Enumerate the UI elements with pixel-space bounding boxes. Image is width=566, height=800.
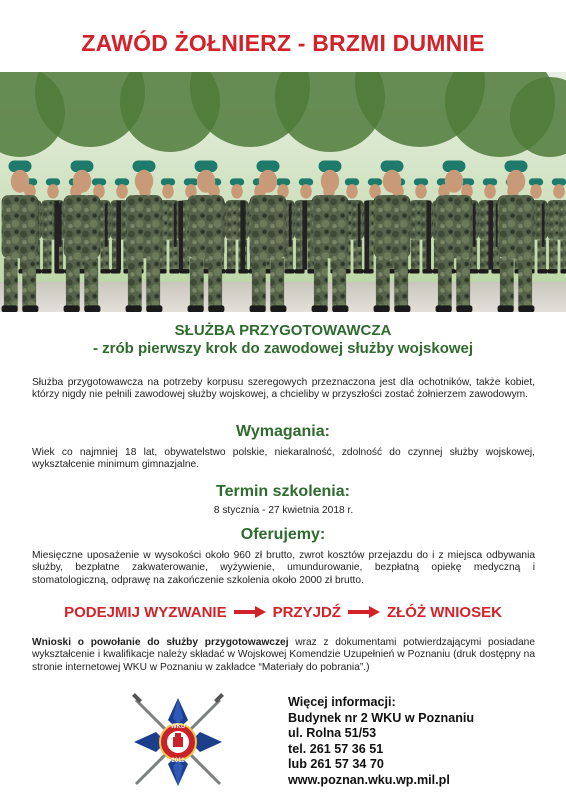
intro-paragraph: Służba przygotowawcza na potrzeby korpusu szeregowych przeznaczona jest dla ochotników, także kobiet, którzy nigdy nie pełnili zawodowej służby wojskowej, a chcieliby w przyszłości zostać żołnierzem zawodowym. [32,377,535,401]
cta-step-come: PRZYJDŹ [272,603,341,621]
contact-building: Budynek nr 2 WKU w Poznaniu [288,710,475,725]
training-heading: Termin szkolenia: [216,483,350,500]
wku-emblem-logo [126,690,230,794]
soldiers-illustration [0,72,566,312]
offer-text: Miesięczne uposażenie w wysokości około 960 zł brutto, zwrot kosztów przejazdu do i z miejsca odbywania służby, bezpłatne zakwaterowanie, wyżywienie, umundurowanie, bezpłatną opiekę medyczną i stomatologiczną, odprawę na zakończenie szkolenia około 2000 zł brutto. [32,550,535,586]
soldiers-photo [0,72,566,312]
application-paragraph [32,637,535,674]
application-bold-text: Wnioski o powołanie do służby przygotowawczej [32,637,289,648]
emblem-year: 2011 [171,758,185,764]
right-arrow-icon [348,606,380,618]
right-arrow-icon [234,606,266,618]
emblem-top-text: WKU [170,724,186,730]
contact-phone-1: tel. 261 57 36 51 [288,741,384,756]
contact-phone-2: lub 261 57 34 70 [288,757,384,771]
poster-title: ZAWÓD ŻOŁNIERZ - BRZMI DUMNIE [81,30,485,56]
contact-website[interactable]: www.poznan.wku.wp.mil.pl [288,772,450,787]
title-bar [0,0,566,72]
service-heading: SŁUŻBA PRZYGOTOWAWCZA [174,322,392,339]
application-rest-text: wraz z dokumentami potwierdzającymi posiadane wykształcenie i kwalifikacje należy składać w Wojskowej Komendzie Uzupełnień w Poznaniu (druk dostępny na stronie internetowej WKU w Poznaniu w zakładce “Materiały do pobrania”.) [32,637,535,673]
requirements-text: Wiek co najmniej 18 lat, obywatelstwo polskie, niekaralność, zdolność do czynnej służby wojskowej, wykształcenie minimum gimnazjalne. [32,447,535,471]
requirements-heading: Wymagania: [236,423,330,440]
cta-step-apply: ZŁÓŻ WNIOSEK [386,603,502,621]
call-to-action [0,602,566,622]
service-subheading: - zrób pierwszy krok do zawodowej służby wojskowej [92,340,474,357]
contact-heading: Więcej informacji: [288,695,396,709]
training-dates: 8 stycznia - 27 kwietnia 2018 r. [213,505,354,516]
offer-heading: Oferujemy: [240,526,326,543]
cta-step-challenge: PODEJMIJ WYZWANIE [64,603,227,621]
contact-info [288,695,558,788]
contact-street: ul. Rolna 51/53 [288,726,377,740]
